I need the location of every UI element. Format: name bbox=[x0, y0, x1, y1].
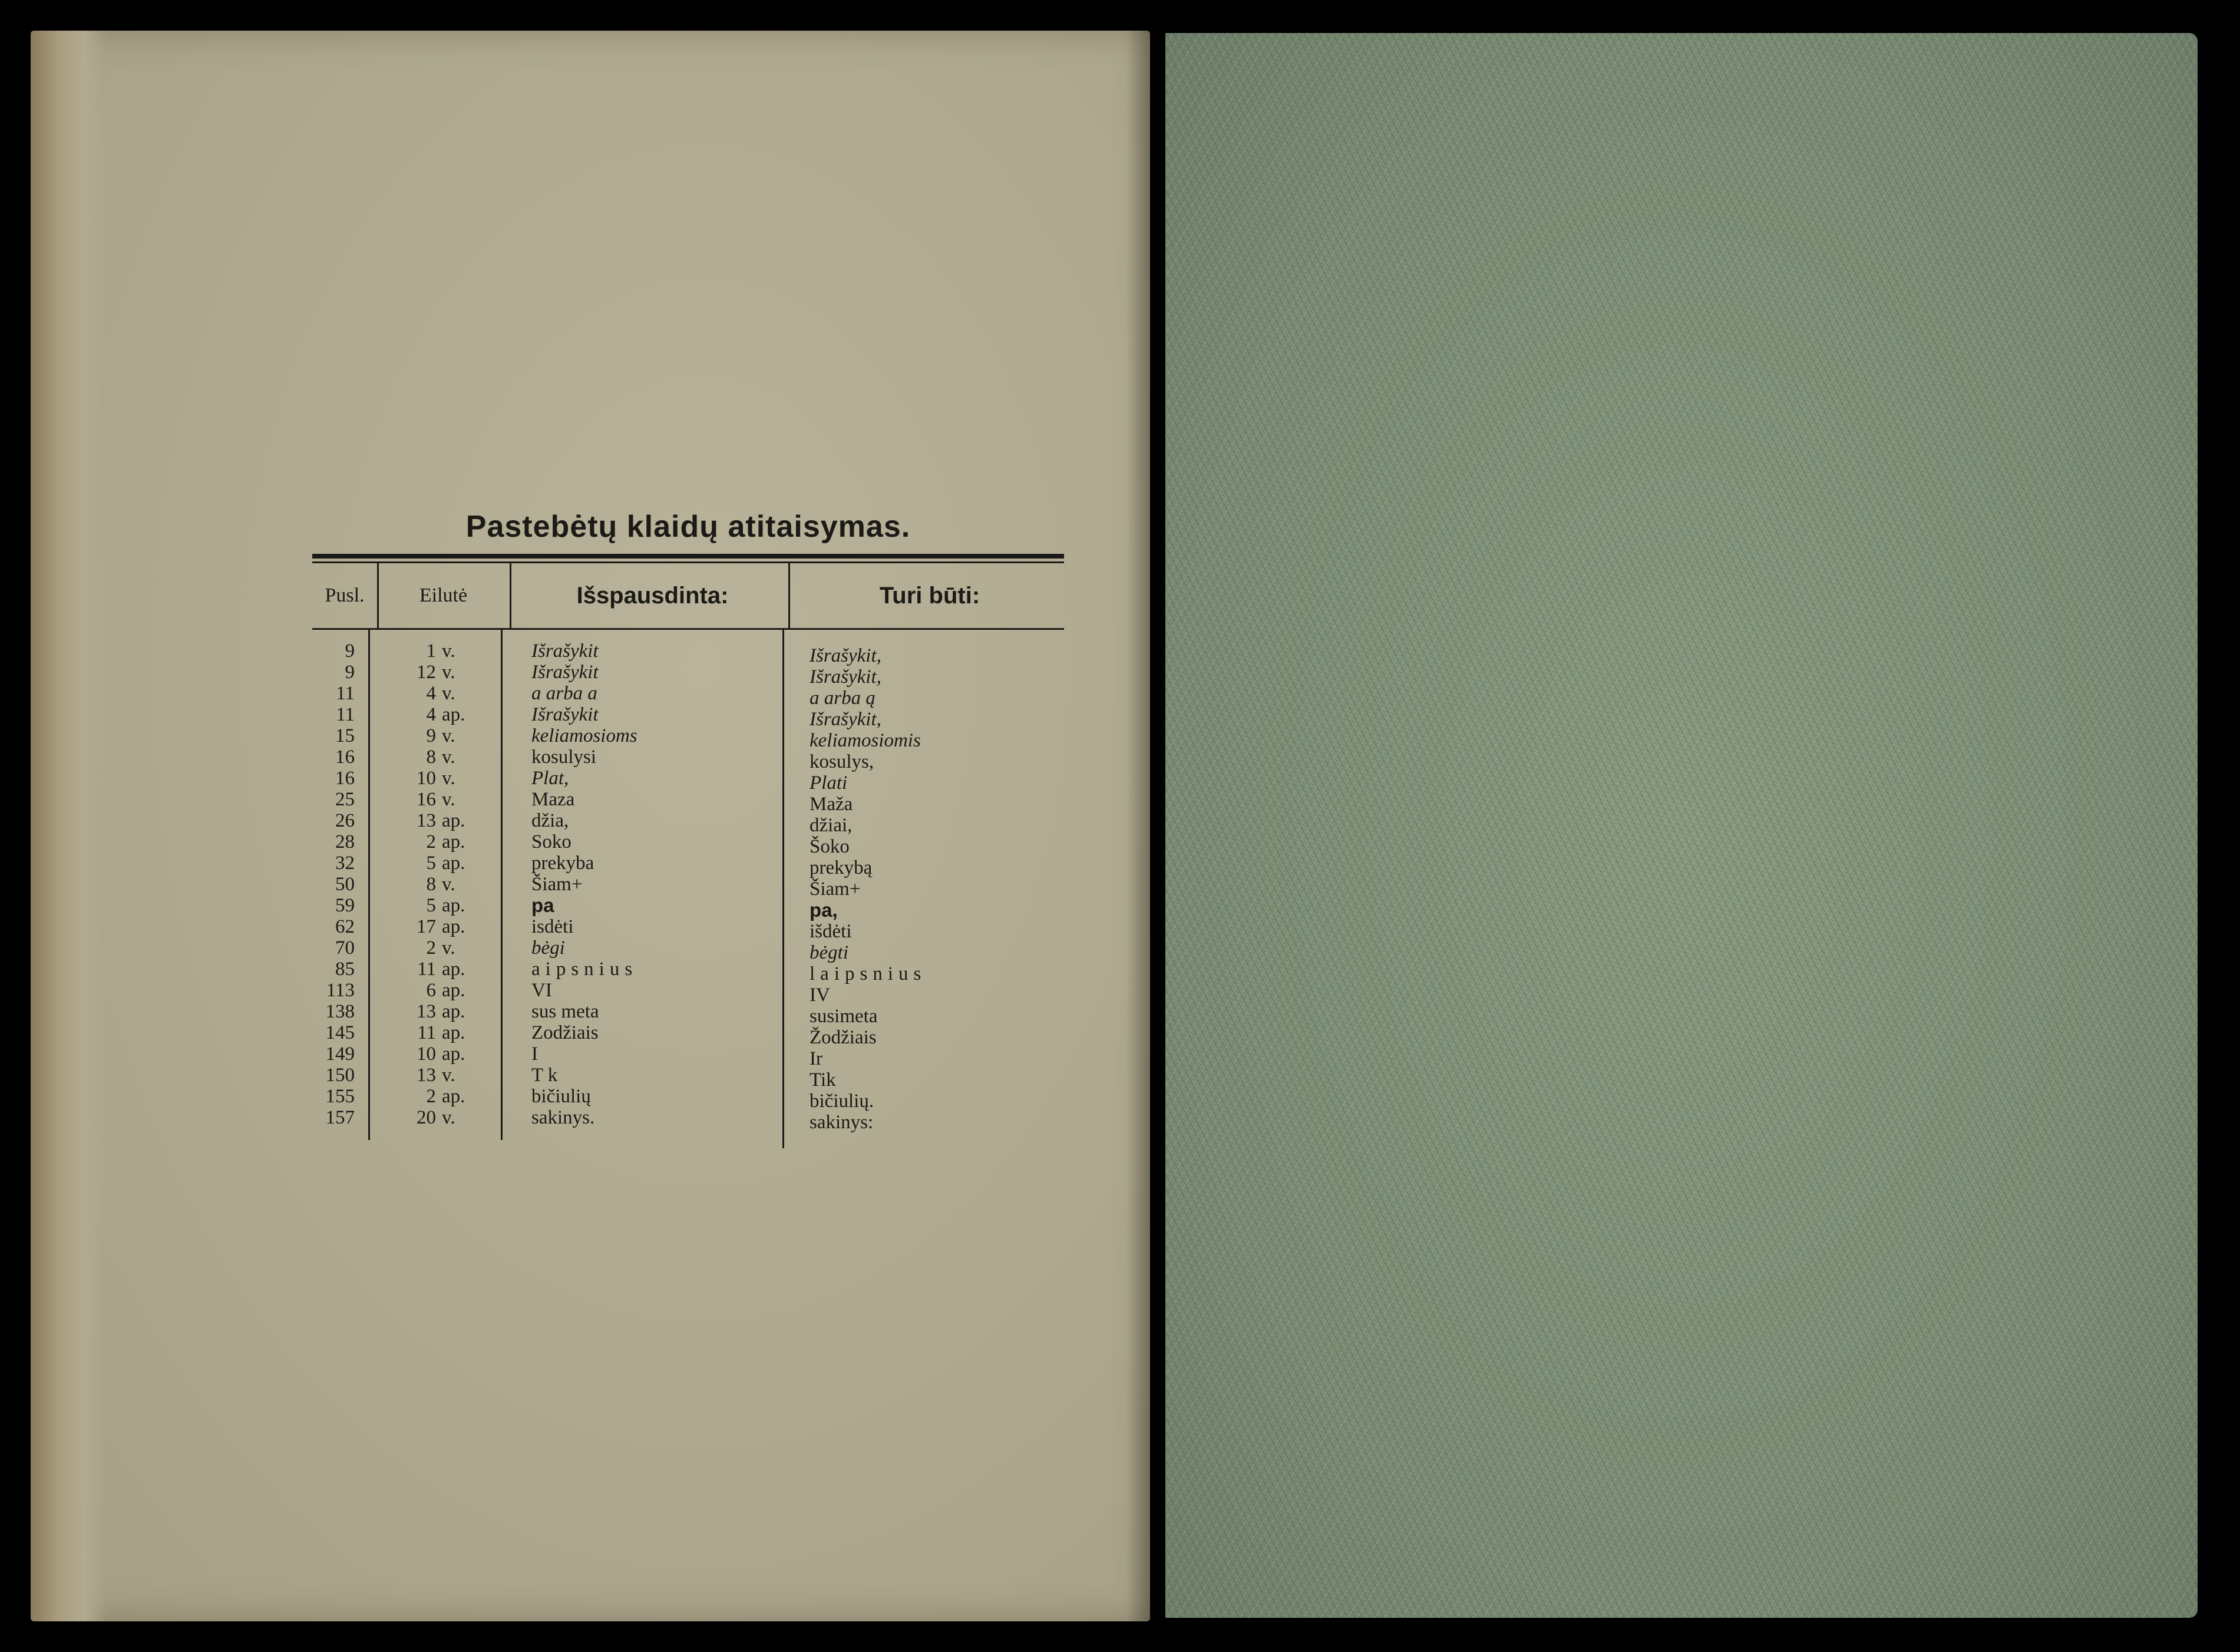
cell-turi-buti: bėgti bbox=[810, 942, 848, 963]
cell-isspausdinta: Išrašykit bbox=[531, 662, 599, 683]
cell-eilute bbox=[401, 683, 501, 704]
cell-eilute-number: 5 bbox=[426, 853, 436, 874]
cell-turi-buti: Maža bbox=[810, 794, 853, 815]
cell-eilute-number: 10 bbox=[417, 768, 436, 789]
cell-eilute bbox=[401, 746, 501, 768]
table-row bbox=[312, 980, 1064, 1006]
cell-eilute-position: ap. bbox=[442, 895, 465, 916]
errata-title: Pastebėtų klaidų atitaisymas. bbox=[465, 510, 911, 544]
cell-pusl: 11 bbox=[336, 683, 355, 704]
cell-eilute bbox=[401, 1065, 501, 1086]
cell-eilute bbox=[401, 1043, 501, 1065]
table-row bbox=[312, 894, 1064, 921]
table-row bbox=[312, 704, 1064, 730]
cell-eilute-number: 11 bbox=[417, 1022, 436, 1043]
cell-isspausdinta: bičiulių bbox=[531, 1086, 591, 1107]
cell-eilute bbox=[401, 1022, 501, 1043]
cell-turi-buti: keliamosiomis bbox=[810, 730, 921, 751]
cell-isspausdinta: sakinys. bbox=[531, 1107, 595, 1128]
table-row bbox=[312, 959, 1064, 984]
cell-isspausdinta: VI bbox=[531, 980, 552, 1001]
table-row bbox=[312, 810, 1064, 836]
cell-turi-buti: pa, bbox=[810, 899, 838, 921]
cell-turi-buti: sakinys: bbox=[810, 1112, 874, 1133]
table-row bbox=[312, 768, 1064, 794]
cell-turi-buti: Išrašykit, bbox=[810, 709, 881, 730]
cell-isspausdinta: Soko bbox=[531, 831, 571, 853]
cell-eilute-position: ap. bbox=[442, 980, 465, 1001]
cell-isspausdinta: T k bbox=[531, 1065, 558, 1086]
cell-eilute bbox=[401, 810, 501, 831]
cell-eilute-position: v. bbox=[442, 746, 455, 768]
cell-eilute-number: 1 bbox=[426, 640, 436, 662]
cell-eilute bbox=[401, 789, 501, 810]
cell-eilute-position: ap. bbox=[442, 1001, 465, 1022]
cell-eilute-position: ap. bbox=[442, 853, 465, 874]
cell-turi-buti: a arba ą bbox=[810, 688, 875, 709]
cell-eilute-position: v. bbox=[442, 937, 455, 959]
cell-eilute-position: v. bbox=[442, 683, 455, 704]
cell-isspausdinta: Zodžiais bbox=[531, 1022, 599, 1043]
cell-pusl: 150 bbox=[325, 1065, 355, 1086]
cell-eilute-number: 8 bbox=[426, 746, 436, 768]
cell-eilute-number: 6 bbox=[426, 980, 436, 1001]
table-row bbox=[312, 789, 1064, 815]
table-body bbox=[312, 630, 1064, 1133]
cell-isspausdinta: aipsnius bbox=[531, 959, 638, 980]
table-row bbox=[312, 1086, 1064, 1112]
header-isspausdinta: Išspausdinta: bbox=[576, 582, 729, 609]
cell-eilute-number: 20 bbox=[417, 1107, 436, 1128]
cell-pusl: 50 bbox=[335, 874, 355, 895]
cell-eilute-position: ap. bbox=[442, 1043, 465, 1065]
cell-eilute-position: ap. bbox=[442, 959, 465, 980]
cell-isspausdinta: kosulysi bbox=[531, 746, 597, 768]
cell-eilute-position: v. bbox=[442, 725, 455, 746]
cell-isspausdinta: Plat, bbox=[531, 768, 569, 789]
cell-eilute bbox=[401, 640, 501, 662]
cell-isspausdinta: Išrašykit bbox=[531, 704, 599, 725]
cell-eilute-number: 16 bbox=[417, 789, 436, 810]
cell-pusl: 138 bbox=[325, 1001, 355, 1022]
cell-eilute-number: 11 bbox=[417, 959, 436, 980]
cell-pusl: 149 bbox=[325, 1043, 355, 1065]
cell-eilute bbox=[401, 874, 501, 895]
header-turi-buti: Turi būti: bbox=[879, 582, 980, 609]
cell-isspausdinta: Šiam+ bbox=[531, 874, 583, 895]
cell-isspausdinta: Išrašykit bbox=[531, 640, 599, 662]
cell-turi-buti: IV bbox=[810, 984, 830, 1006]
cell-pusl: 62 bbox=[335, 916, 355, 937]
header-divider-2 bbox=[510, 563, 511, 628]
cell-eilute-number: 13 bbox=[417, 810, 436, 831]
cell-eilute bbox=[401, 959, 501, 980]
cell-pusl: 25 bbox=[335, 789, 355, 810]
cell-pusl: 16 bbox=[335, 746, 355, 768]
cell-turi-buti: Tik bbox=[810, 1069, 836, 1091]
cell-isspausdinta: prekyba bbox=[531, 853, 594, 874]
cell-pusl: 113 bbox=[326, 980, 355, 1001]
cell-eilute bbox=[401, 1001, 501, 1022]
cell-pusl: 155 bbox=[325, 1086, 355, 1107]
header-divider-1 bbox=[377, 563, 379, 628]
header-eilute: Eilutė bbox=[419, 584, 468, 606]
cell-eilute bbox=[401, 1107, 501, 1128]
cell-eilute-number: 13 bbox=[417, 1065, 436, 1086]
table-header-row bbox=[312, 563, 1064, 628]
cell-isspausdinta: a arba a bbox=[531, 683, 597, 704]
cell-eilute-position: ap. bbox=[442, 1086, 465, 1107]
cell-turi-buti: Plati bbox=[810, 772, 848, 794]
cell-isspausdinta: Maza bbox=[531, 789, 575, 810]
cell-pusl: 59 bbox=[335, 895, 355, 916]
cell-eilute-number: 10 bbox=[417, 1043, 436, 1065]
cell-eilute-position: v. bbox=[442, 874, 455, 895]
cell-turi-buti: prekybą bbox=[810, 857, 873, 878]
cell-eilute bbox=[401, 980, 501, 1001]
cell-eilute bbox=[401, 895, 501, 916]
cell-turi-buti: Žodžiais bbox=[810, 1027, 877, 1048]
cell-eilute-position: ap. bbox=[442, 704, 465, 725]
cell-pusl: 28 bbox=[335, 831, 355, 853]
cell-turi-buti: Ir bbox=[810, 1048, 822, 1069]
cell-isspausdinta: sus meta bbox=[531, 1001, 599, 1022]
cell-pusl: 9 bbox=[345, 662, 355, 683]
table-row bbox=[312, 662, 1064, 688]
cell-eilute-position: v. bbox=[442, 789, 455, 810]
cell-pusl: 145 bbox=[325, 1022, 355, 1043]
header-pusl: Pusl. bbox=[325, 584, 365, 606]
cell-turi-buti: Šiam+ bbox=[810, 878, 861, 900]
table-row bbox=[312, 725, 1064, 751]
cell-eilute-number: 2 bbox=[426, 831, 436, 853]
cell-isspausdinta: keliamosioms bbox=[531, 725, 637, 746]
cell-eilute bbox=[401, 704, 501, 725]
cell-turi-buti: Išrašykit, bbox=[810, 666, 881, 688]
cell-pusl: 15 bbox=[335, 725, 355, 746]
cell-turi-buti: išdėti bbox=[810, 921, 852, 942]
table-row bbox=[312, 1022, 1064, 1048]
cell-eilute-number: 17 bbox=[417, 916, 436, 937]
cell-pusl: 32 bbox=[335, 853, 355, 874]
cell-eilute-number: 4 bbox=[426, 683, 436, 704]
cell-eilute-position: v. bbox=[442, 640, 455, 662]
cell-eilute-number: 8 bbox=[426, 874, 436, 895]
table-row bbox=[312, 640, 1064, 666]
cell-eilute-number: 5 bbox=[426, 895, 436, 916]
page-gutter-shadow bbox=[1126, 31, 1150, 1621]
cell-eilute-position: ap. bbox=[442, 810, 465, 831]
cell-pusl: 85 bbox=[335, 959, 355, 980]
cell-eilute-position: v. bbox=[442, 1107, 455, 1128]
cell-turi-buti: bičiulių. bbox=[810, 1091, 874, 1112]
table-row bbox=[312, 853, 1064, 878]
table-row bbox=[312, 1001, 1064, 1027]
cell-isspausdinta: pa bbox=[531, 894, 554, 916]
header-divider-3 bbox=[788, 563, 790, 628]
table-row bbox=[312, 683, 1064, 709]
cell-pusl: 9 bbox=[345, 640, 355, 662]
cell-eilute-position: ap. bbox=[442, 916, 465, 937]
cell-eilute-number: 2 bbox=[426, 1086, 436, 1107]
table-row bbox=[312, 1043, 1064, 1069]
cell-isspausdinta: I bbox=[531, 1043, 538, 1065]
title-rule-thick bbox=[312, 554, 1064, 559]
cell-pusl: 26 bbox=[335, 810, 355, 831]
cell-eilute bbox=[401, 937, 501, 959]
cell-eilute-position: ap. bbox=[442, 831, 465, 853]
cell-pusl: 157 bbox=[325, 1107, 355, 1128]
cell-isspausdinta: isdėti bbox=[531, 916, 574, 937]
table-row bbox=[312, 916, 1064, 942]
cell-eilute-position: v. bbox=[442, 1065, 455, 1086]
cell-eilute-number: 9 bbox=[426, 725, 436, 746]
cell-eilute bbox=[401, 831, 501, 853]
table-row bbox=[312, 1065, 1064, 1091]
cell-eilute-number: 12 bbox=[417, 662, 436, 683]
cell-turi-buti: kosulys, bbox=[810, 751, 874, 772]
cell-eilute-position: v. bbox=[442, 662, 455, 683]
errata-table bbox=[312, 508, 1064, 1133]
cell-eilute-position: ap. bbox=[442, 1022, 465, 1043]
table-row bbox=[312, 746, 1064, 772]
cell-eilute-position: v. bbox=[442, 768, 455, 789]
cell-eilute bbox=[401, 916, 501, 937]
cell-eilute bbox=[401, 853, 501, 874]
cell-isspausdinta: džia, bbox=[531, 810, 569, 831]
cell-turi-buti: laipsnius bbox=[810, 963, 927, 984]
cell-turi-buti: susimeta bbox=[810, 1006, 878, 1027]
cell-eilute bbox=[401, 1086, 501, 1107]
table-row bbox=[312, 1107, 1064, 1133]
cell-turi-buti: Išrašykit, bbox=[810, 645, 881, 666]
cell-eilute-number: 2 bbox=[426, 937, 436, 959]
cell-pusl: 16 bbox=[335, 768, 355, 789]
cell-eilute bbox=[401, 768, 501, 789]
cell-eilute bbox=[401, 662, 501, 683]
table-row bbox=[312, 874, 1064, 900]
cell-pusl: 70 bbox=[335, 937, 355, 959]
table-row bbox=[312, 831, 1064, 857]
cell-turi-buti: džiai, bbox=[810, 815, 853, 836]
table-row bbox=[312, 937, 1064, 963]
cell-eilute-number: 4 bbox=[426, 704, 436, 725]
cell-eilute bbox=[401, 725, 501, 746]
cell-eilute-number: 13 bbox=[417, 1001, 436, 1022]
page-spine-edge bbox=[31, 31, 107, 1621]
left-page bbox=[31, 31, 1150, 1621]
cell-isspausdinta: bėgi bbox=[531, 937, 565, 959]
back-cover bbox=[1165, 33, 2198, 1618]
cell-turi-buti: Šoko bbox=[810, 836, 850, 857]
cell-pusl: 11 bbox=[336, 704, 355, 725]
